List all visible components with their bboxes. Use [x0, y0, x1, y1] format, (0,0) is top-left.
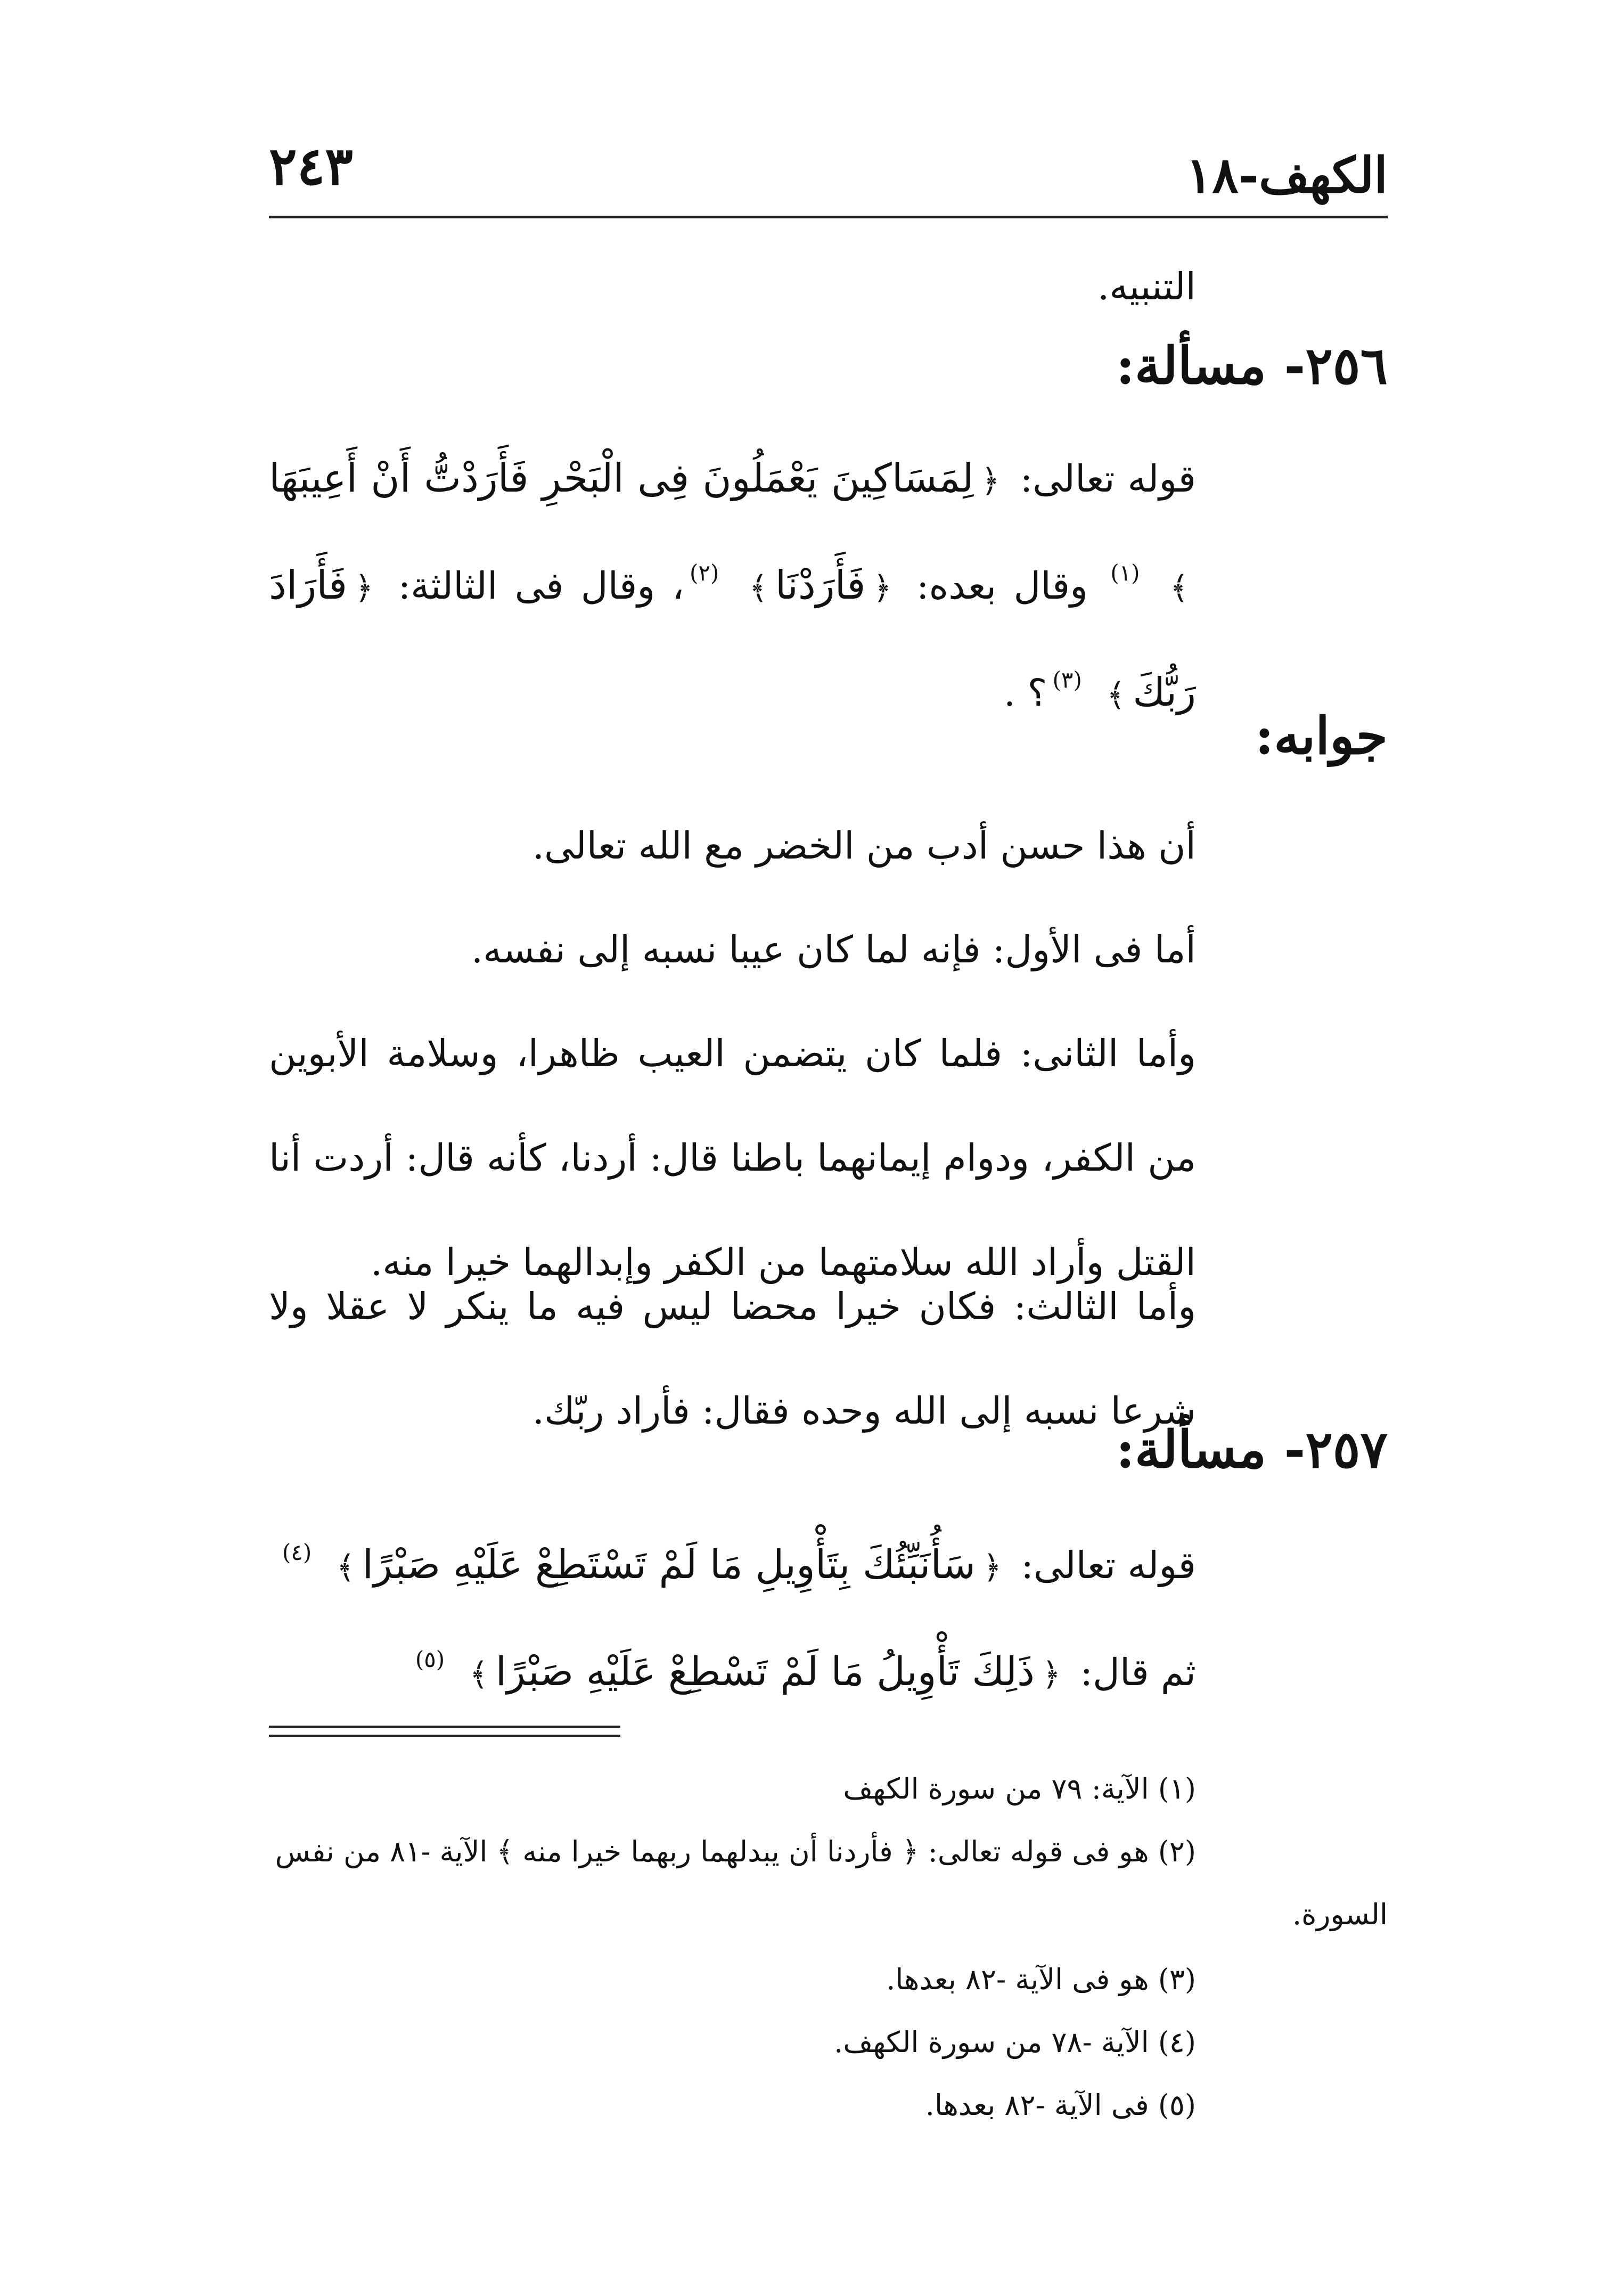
header-rule [269, 216, 1388, 218]
ornament-open-icon: ﴿ [355, 569, 374, 607]
q256-lead: قوله تعالى: [1020, 457, 1196, 501]
footnote-2: (٢) هو فى قوله تعالى: ﴿ فأردنا أن يبدلهما ربهما خيرا منه ﴾ الآية -٨١ من نفس [275, 1835, 1196, 1868]
ornament-open-icon: ﴿ [981, 462, 1000, 500]
answer-heading: جوابه: [1255, 706, 1388, 766]
question-256-text [269, 426, 1388, 747]
q256-mid-1: وقال بعده: [916, 564, 1088, 608]
ornament-close-icon: ﴾ [749, 569, 768, 607]
footnote-ref-2: (٢) [690, 560, 719, 586]
q256-verse-2: فَأَرَدْنَا [775, 562, 866, 608]
footnote-1: (١) الآية: ٧٩ من سورة الكهف [843, 1772, 1196, 1805]
footnote-ref-4: (٤) [282, 1539, 312, 1565]
q256-mid-2: ، وقال فى الثالثة: [398, 564, 685, 608]
footnotes [269, 1758, 1388, 2137]
ornament-open-icon: ﴿ [1042, 1656, 1061, 1693]
footnote-5: (٥) فى الآية -٨٢ بعدها. [925, 2088, 1196, 2122]
page-number: ٢٤٣ [269, 136, 353, 197]
footnote-ref-5: (٥) [415, 1646, 445, 1672]
footnote-ref-1: (١) [1110, 560, 1140, 586]
answer-text-2: أما فى الأول: فإنه لما كان عيبا نسبه إلى نفسه. [471, 928, 1196, 971]
ornament-close-icon: ﴾ [336, 1549, 355, 1586]
question-257-text [269, 1513, 1388, 1727]
footnote-2-continuation: السورة. [1292, 1898, 1388, 1931]
footnote-4: (٤) الآية -٧٨ من سورة الكهف. [834, 2025, 1196, 2059]
answer-text-4: وأما الثالث: فكان خيرا محضا ليس فيه ما ينكر لا عقلا ولا شرعا نسبه إلى الله وحده فقال: فأراد ربّك. [269, 1285, 1196, 1433]
ornament-open-icon: ﴿ [983, 1549, 1002, 1586]
ornament-close-icon: ﴾ [1169, 569, 1189, 607]
intro-line [269, 234, 1388, 339]
footnote-rule-top [269, 1726, 620, 1728]
answer-text-3: وأما الثانى: فلما كان يتضمن العيب ظاهرا، وسلامة الأبوين من الكفر، ودوام إيمانهما باطنا قال: أردنا، كأنه قال: أردت أنا القتل وأراد الله سلامتهما من الكفر وإبدالهما خيرا منه. [269, 1032, 1196, 1284]
answer-paragraph-2 [269, 897, 1388, 1002]
q256-tail: ؟ . [1003, 671, 1047, 715]
q256-verse-1: لِمَسَاكِينَ يَعْمَلُونَ فِى الْبَحْرِ فَأَرَدْتُّ أَنْ أَعِيبَهَا [269, 455, 974, 501]
answer-text-1: أن هذا حسن أدب من الخضر مع الله تعالى. [532, 824, 1196, 868]
q257-lead-2: ثم قال: [1080, 1650, 1196, 1694]
q257-verse-2: ذَلِكَ تَأْوِيلُ مَا لَمْ تَسْطِعْ عَلَيْهِ صَبْرًا [495, 1649, 1035, 1695]
ornament-open-icon: ﴿ [873, 569, 892, 607]
footnote-rule-bottom [269, 1735, 620, 1737]
answer-paragraph-1 [269, 794, 1388, 898]
ornament-close-icon: ﴾ [1107, 676, 1126, 714]
q256-verse-3: فَأَرَادَ رَبُّكَ [269, 562, 1196, 715]
q257-lead: قوله تعالى: [1021, 1543, 1196, 1587]
footnote-ref-3: (٣) [1052, 667, 1082, 693]
ornament-close-icon: ﴾ [469, 1656, 488, 1693]
footnote-3: (٣) هو فى الآية -٨٢ بعدها. [886, 1963, 1196, 1996]
question-257-heading: ٢٥٧- مسألة: [1116, 1419, 1388, 1480]
question-256-heading: ٢٥٦- مسألة: [1116, 336, 1388, 396]
q257-verse-1: سَأُنَبِّئُكَ بِتَأْوِيلِ مَا لَمْ تَسْتَطِعْ عَلَيْهِ صَبْرًا [362, 1542, 976, 1588]
intro-text: التنبيه. [1097, 265, 1196, 308]
running-header-chapter: الكهف-١٨ [1185, 146, 1388, 204]
